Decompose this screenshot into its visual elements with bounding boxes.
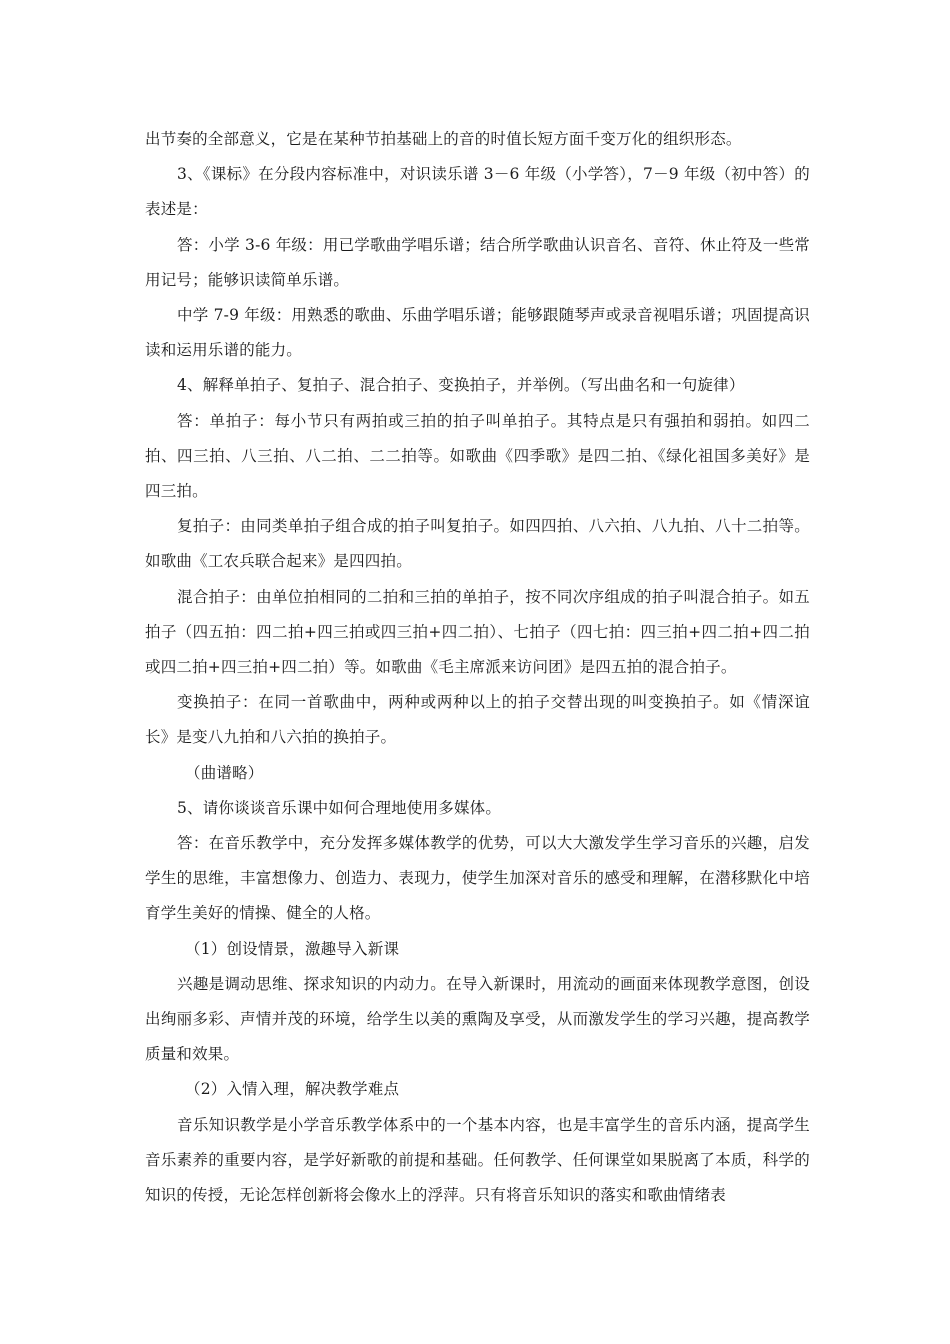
paragraph: （1）创设情景，激趣导入新课 bbox=[185, 939, 400, 958]
paragraph: 5、请你谈谈音乐课中如何合理地使用多媒体。 bbox=[177, 798, 502, 817]
paragraph: 音乐知识教学是小学音乐教学体系中的一个基本内容，也是丰富学生的音乐内涵，提高学生音乐素养的重要内容，是学好新歌的前提和基础。任何教学、任何课堂如果脱离了本质，科学的知识的传授，无论怎样创新将会像水上的浮萍。只有将音乐知识的落实和歌曲情绪表 bbox=[145, 1115, 810, 1205]
paragraph: 出节奏的全部意义，它是在某种节拍基础上的音的时值长短方面千变万化的组织形态。 bbox=[145, 130, 742, 148]
paragraph: 答：在音乐教学中，充分发挥多媒体教学的优势，可以大大激发学生学习音乐的兴趣，启发学生的思维，丰富想像力、创造力、表现力，使学生加深对音乐的感受和理解，在潜移默化中培育学生美好的情操、健全的人格。 bbox=[145, 834, 810, 923]
paragraph: 变换拍子：在同一首歌曲中，两种或两种以上的拍子交替出现的叫变换拍子。如《情深谊长》是变八九拍和八六拍的换拍子。 bbox=[145, 693, 810, 747]
paragraph: 兴趣是调动思维、探求知识的内动力。在导入新课时，用流动的画面来体现教学意图，创设出绚丽多彩、声情并茂的环境，给学生以美的熏陶及享受，从而激发学生的学习兴趣，提高教学质量和效果。 bbox=[145, 974, 810, 1064]
paragraph: 4、解释单拍子、复拍子、混合拍子、变换拍子，并举例。（写出曲名和一句旋律） bbox=[177, 376, 745, 395]
paragraph: 答：单拍子：每小节只有两拍或三拍的拍子叫单拍子。其特点是只有强拍和弱拍。如四二拍、四三拍、八三拍、八二拍、二二拍等。如歌曲《四季歌》是四二拍、《绿化祖国多美好》是四三拍。 bbox=[145, 411, 810, 501]
paragraph: （2）入情入理，解决教学难点 bbox=[185, 1080, 400, 1099]
paragraph: 3、《课标》在分段内容标准中，对识读乐谱 3－6 年级（小学答），7－9 年级（初中答）的表述是： bbox=[145, 165, 810, 219]
paragraph: 中学 7-9 年级：用熟悉的歌曲、乐曲学唱乐谱；能够跟随琴声或录音视唱乐谱；巩固提高识读和运用乐谱的能力。 bbox=[145, 306, 810, 360]
paragraph: （曲谱略） bbox=[185, 763, 264, 782]
paragraph: 混合拍子：由单位拍相同的二拍和三拍的单拍子，按不同次序组成的拍子叫混合拍子。如五拍子（四五拍：四二拍+四三拍或四三拍+四二拍）、七拍子（四七拍：四三拍+四二拍+四二拍或四二拍+四三拍+四二拍）等。如歌曲《毛主席派来访问团》是四五拍的混合拍子。 bbox=[145, 587, 810, 677]
paragraph: 答：小学 3-6 年级：用已学歌曲学唱乐谱；结合所学歌曲认识音名、音符、休止符及一些常用记号；能够识读简单乐谱。 bbox=[145, 235, 810, 289]
paragraph: 复拍子：由同类单拍子组合成的拍子叫复拍子。如四四拍、八六拍、八九拍、八十二拍等。如歌曲《工农兵联合起来》是四四拍。 bbox=[145, 517, 810, 571]
document-body bbox=[145, 122, 810, 1213]
